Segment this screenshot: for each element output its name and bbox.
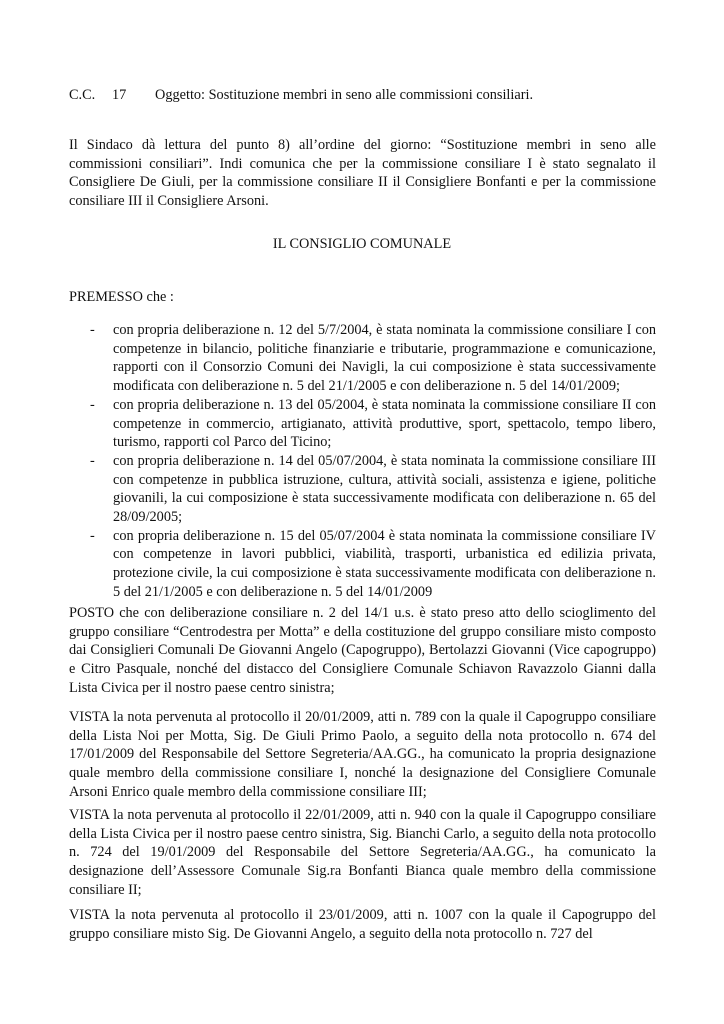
list-item-text: con propria deliberazione n. 12 del 5/7/2004, è stata nominata la commissione consiliare I con competenze in bilancio, politiche finanziarie e tributarie, programmazione e comunicazione, rapporti con il Consorzio Comuni dei Navigli, la cui composizione è stata successivamente modificata con deliberazione n. 5 del 21/1/2005 e con deliberazione n. 5 del 14/01/2009;	[113, 322, 656, 395]
list-item	[69, 321, 656, 396]
list-item	[69, 527, 656, 602]
vista-paragraph-1: VISTA la nota pervenuta al protocollo il 20/01/2009, atti n. 789 con la quale il Capogruppo consiliare della Lista Noi per Motta, Sig. De Giuli Primo Paolo, a seguito della nota protocollo n. 674 del 17/01/2009 del Responsabile del Settore Segreteria/AA.GG., ha comunicato la propria designazione quale membro della commissione consiliare I, nonché la designazione del Consigliere Comunale Arsoni Enrico quale membro della commissione consiliare III;	[69, 709, 656, 800]
header-code: C.C.	[69, 87, 96, 103]
vista-paragraph-2: VISTA la nota pervenuta al protocollo il 22/01/2009, atti n. 940 con la quale il Capogruppo consiliare della Lista Civica per il nostro paese centro sinistra, Sig. Bianchi Carlo, a seguito della nota protocollo n. 724 del 19/01/2009 del Responsabile del Settore Segreteria/AA.GG., ha comunicato la designazione dell’Assessore Comunale Sig.ra Bonfanti Bianca quale membro della commissione consiliare II;	[69, 807, 656, 898]
list-item-text: con propria deliberazione n. 14 del 05/07/2004, è stata nominata la commissione consiliare III con competenze in pubblica istruzione, cultura, attività sociali, assistenza e igiene, politiche giovanili, la cui composizione è stata successivamente modificata con deliberazione n. 65 del 28/09/2005;	[113, 452, 656, 526]
section-title: IL CONSIGLIO COMUNALE	[272, 236, 452, 252]
intro-paragraph: Il Sindaco dà lettura del punto 8) all’ordine del giorno: “Sostituzione membri in seno alle commissioni consiliari”. Indi comunica che per la commissione consiliare I è stato segnalato il Consigliere De Giuli, per la commissione consiliare II il Consigliere Bonfanti e per la commissione consiliare III il Consigliere Arsoni.	[69, 137, 656, 210]
vista-paragraph-3: VISTA la nota pervenuta al protocollo il 23/01/2009, atti n. 1007 con la quale il Capogruppo del gruppo consiliare misto Sig. De Giovanni Angelo, a seguito della nota protocollo n. 727 del	[69, 907, 656, 942]
list-bullet: -	[90, 396, 95, 413]
list-item-text: con propria deliberazione n. 13 del 05/2004, è stata nominata la commissione consiliare II con competenze in commercio, artigianato, attività produttive, sport, spettacolo, tempo libero, turismo, rapporti col Parco del Ticino;	[113, 396, 656, 451]
posto-paragraph: POSTO che con deliberazione consiliare n. 2 del 14/1 u.s. è stato preso atto dello scioglimento del gruppo consiliare “Centrodestra per Motta” e della costituzione del gruppo consiliare misto composto dai Consiglieri Comunali De Giovanni Angelo (Capogruppo), Bertolazzi Giovanni (Vice capogruppo) e Citro Pasquale, nonché del distacco del Consigliere Comunale Schiavon Ravazzolo Gianni dalla Lista Civica per il nostro paese centro sinistra;	[69, 605, 656, 696]
premesso-heading: PREMESSO che :	[69, 289, 174, 305]
list-bullet: -	[90, 452, 95, 469]
header-subject: Oggetto: Sostituzione membri in seno alle commissioni consiliari.	[155, 87, 534, 103]
list-bullet: -	[90, 527, 95, 544]
list-item-text: con propria deliberazione n. 15 del 05/07/2004 è stata nominata la commissione consiliare IV con competenze in lavori pubblici, viabilità, trasporti, urbanistica ed edilizia privata, protezione civile, la cui composizione è stata successivamente modificata con deliberazione n. 5 del 21/1/2005 e con deliberazione n. 5 del 14/01/2009	[113, 527, 656, 600]
list-bullet: -	[90, 322, 95, 338]
header-number: 17	[112, 87, 127, 103]
list-item	[69, 452, 656, 527]
premesso-list	[69, 321, 656, 602]
list-item	[69, 396, 656, 452]
